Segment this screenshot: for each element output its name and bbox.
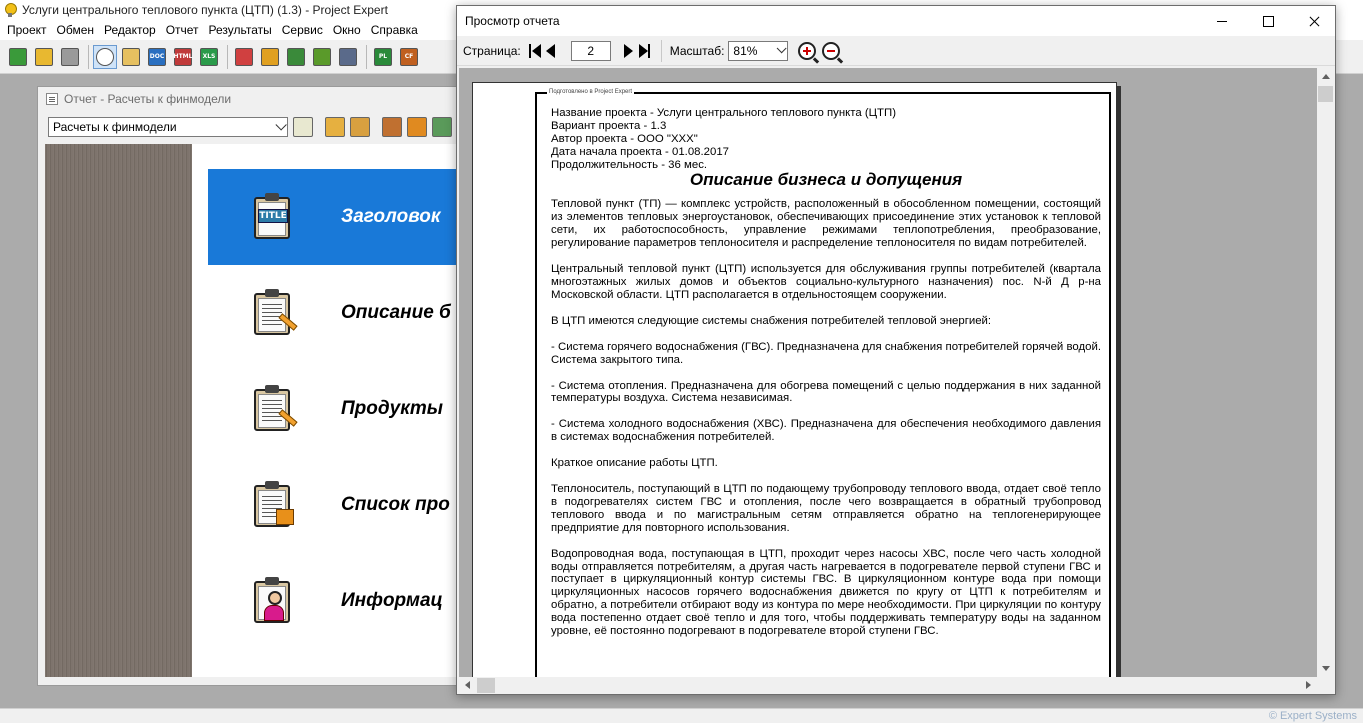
- report-item-title[interactable]: [208, 169, 460, 265]
- zoom-select[interactable]: [728, 41, 788, 61]
- cf-report-button[interactable]: [397, 45, 421, 69]
- report-item-label: Заголовок: [341, 206, 441, 227]
- toolbar-separator: [227, 45, 228, 69]
- page-text: [551, 107, 1101, 651]
- minimize-button[interactable]: [1199, 6, 1245, 36]
- report-sidebar: [45, 144, 192, 677]
- prev-page-button[interactable]: [544, 42, 558, 60]
- page-input[interactable]: 2: [571, 41, 611, 61]
- preview-title: Просмотр отчета: [465, 14, 560, 28]
- project-integration-icon: [339, 48, 357, 66]
- menu-editor[interactable]: Редактор: [104, 23, 156, 37]
- section-heading: Описание бизнеса и допущения: [689, 169, 963, 189]
- menu-report[interactable]: Отчет: [165, 23, 199, 37]
- preview-titlebar: [457, 6, 1335, 36]
- menu-project[interactable]: Проект: [7, 23, 47, 37]
- report-select[interactable]: [48, 117, 288, 137]
- calculate-button[interactable]: [232, 45, 256, 69]
- page-frame: [535, 89, 1111, 677]
- export-xls-button[interactable]: [197, 45, 221, 69]
- preview-icon: [96, 48, 114, 66]
- report-window-icon: [46, 93, 58, 105]
- pl-report-button[interactable]: [371, 45, 395, 69]
- report-item-info[interactable]: [208, 553, 460, 649]
- zoom-label: Масштаб:: [669, 43, 725, 58]
- report-item-products[interactable]: [208, 361, 460, 457]
- horizontal-scrollbar[interactable]: [459, 677, 1317, 694]
- statusbar: [0, 708, 1363, 723]
- preview-content[interactable]: [459, 68, 1317, 677]
- app-title: Услуги центрального теплового пункта (ЦТП) (1.3) - Project Expert: [22, 3, 388, 17]
- title-tag: TITLE: [259, 211, 287, 221]
- export-doc-button[interactable]: [145, 45, 169, 69]
- preview-button[interactable]: [93, 45, 117, 69]
- paragraph: В ЦТП имеются следующие системы снабжения потребителей тепловой энергией:: [551, 314, 992, 327]
- menu-window[interactable]: Окно: [332, 23, 361, 37]
- menu-exchange[interactable]: Обмен: [56, 23, 95, 37]
- frame-label: Подготовлено в Project Expert: [549, 89, 633, 95]
- report-window-toolbar: [38, 111, 459, 143]
- toolbar-separator: [366, 45, 367, 69]
- scroll-left-icon[interactable]: [465, 681, 470, 689]
- dollar-icon: [287, 48, 305, 66]
- export-doc-icon: DOC: [148, 48, 166, 66]
- paragraph: Центральный тепловой пункт (ЦТП) используется для обслуживания группы потребителей (квартала многоэтажных жилых домов и объектов социально-культурного назначения) пос. N-й Д р-на Московской области. ЦТП располагается в отдельностоящем сооружении.: [551, 263, 1101, 301]
- report-select-value: Расчеты к финмодели: [53, 120, 177, 134]
- project-variant-line: Вариант проекта - 1.3: [551, 119, 667, 132]
- cf-report-icon: CF: [400, 48, 418, 66]
- close-button[interactable]: [1291, 6, 1337, 36]
- description-clipboard-icon: [252, 289, 294, 337]
- report-list-button[interactable]: [293, 117, 313, 137]
- page-label: Страница:: [463, 43, 521, 58]
- menu-results[interactable]: Результаты: [208, 23, 272, 37]
- report-item-description[interactable]: [208, 265, 460, 361]
- title-clipboard-icon: [252, 193, 294, 241]
- lightbulb-icon: [4, 3, 16, 17]
- report-move-button[interactable]: [382, 117, 402, 137]
- report-edit-button[interactable]: [350, 117, 370, 137]
- first-page-button[interactable]: [528, 42, 542, 60]
- report-window: [37, 86, 460, 686]
- project-integration-button[interactable]: [336, 45, 360, 69]
- report-item-label: Список про: [341, 494, 450, 515]
- open-project-icon: [35, 48, 53, 66]
- paragraph: Краткое описание работы ЦТП.: [551, 457, 718, 470]
- zoom-in-button[interactable]: [798, 42, 816, 60]
- report-item-label: Описание б: [341, 302, 451, 323]
- vertical-scroll-thumb[interactable]: [1318, 86, 1333, 102]
- chart-icon: [313, 48, 331, 66]
- paragraph: - Система отопления. Предназначена для обогрева помещений с целью поддержания в них заданной температуры воздуха. Система независимая.: [551, 379, 1101, 405]
- zoom-out-button[interactable]: [822, 42, 840, 60]
- maximize-button[interactable]: [1245, 6, 1291, 36]
- chevron-down-icon: [777, 43, 787, 53]
- report-window-titlebar: [38, 87, 459, 111]
- pl-report-icon: PL: [374, 48, 392, 66]
- report-item-label: Продукты: [341, 398, 443, 419]
- report-table-button[interactable]: [432, 117, 452, 137]
- scroll-down-icon[interactable]: [1322, 666, 1330, 671]
- chart-button[interactable]: [310, 45, 334, 69]
- analysis-icon: [261, 48, 279, 66]
- toolbar-separator: [88, 45, 89, 69]
- paragraph: - Система горячего водоснабжения (ГВС). Предназначена для снабжения потребителей горячей водой. Система закрытого типа.: [551, 340, 1101, 366]
- analysis-button[interactable]: [258, 45, 282, 69]
- report-boxes-button[interactable]: [407, 117, 427, 137]
- menu-service[interactable]: Сервис: [281, 23, 323, 37]
- project-start-line: Дата начала проекта - 01.08.2017: [551, 145, 730, 158]
- project-author-line: Автор проекта - ООО "ХХХ": [551, 132, 698, 145]
- dollar-button[interactable]: [284, 45, 308, 69]
- horizontal-scroll-thumb[interactable]: [477, 678, 495, 693]
- copyright-text: © Expert Systems: [1268, 710, 1357, 722]
- toolbar-separator: [661, 40, 662, 62]
- chevron-down-icon: [275, 119, 286, 130]
- report-settings-button[interactable]: [325, 117, 345, 137]
- preview-toolbar: [457, 36, 1335, 66]
- calculate-icon: [235, 48, 253, 66]
- menu-help[interactable]: Справка: [370, 23, 418, 37]
- export-html-button[interactable]: [171, 45, 195, 69]
- paragraph: - Система холодного водоснабжения (ХВС). Предназначена для обеспечения необходимого давления в системах водоснабжения потребителей.: [551, 418, 1101, 444]
- scroll-up-icon[interactable]: [1322, 74, 1330, 79]
- vertical-scrollbar[interactable]: [1317, 68, 1335, 677]
- export-html-icon: HTML: [174, 48, 192, 66]
- paragraph: Теплоноситель, поступающий в ЦТП по подающему трубопроводу теплового ввода, отдает своё тепло в подогревателях систем ГВС и отопления, после чего возвращается в обратный трубопровод теплового ввода и по магистральным сетям отправляется обратно на теплогенерирующее предприятие для повторного использования.: [551, 483, 1101, 534]
- report-window-title: Отчет - Расчеты к финмодели: [64, 92, 232, 106]
- new-project-button[interactable]: [6, 45, 30, 69]
- report-page: [472, 82, 1117, 677]
- save-project-button[interactable]: [58, 45, 82, 69]
- print-icon: [122, 48, 140, 66]
- report-item-label: Информац: [341, 590, 443, 611]
- report-item-list[interactable]: [208, 457, 460, 553]
- report-list: [192, 144, 460, 677]
- paragraph: Тепловой пункт (ТП) — комплекс устройств, расположенный в обособленном помещении, состоящий из элементов тепловых энергоустановок, обеспечивающих присоединение этих установок к тепловой сети, их работоспособность, управление режимами теплопотребления, преобразование, регулирование параметров теплоносителя и распределение теплоносителя по видам потребителей.: [551, 198, 1101, 250]
- zoom-value: 81%: [733, 43, 758, 58]
- open-project-button[interactable]: [32, 45, 56, 69]
- last-page-button[interactable]: [638, 42, 652, 60]
- paragraph: Водопроводная вода, поступающая в ЦТП, проходит через насосы ХВС, после чего часть холодной воды отправляется потребителям, а другая часть нагревается в подогревателе первой ступени ГВС и поступает в циркуляционный контур системы ГВС. В циркуляционном контуре вода при помощи циркуляционных насосов горячего водоснабжения движется по кругу от ЦТП к потребителям и обратно, а потребители отбирают воду из контура по мере необходимости. При циркуляции по контуру вода постепенно отдает своё тепло и для того, чтобы поддерживать температуру воды на заданном уровне, её постоянно подогревают в подогревателе второй ступени ГВС.: [551, 547, 1101, 638]
- next-page-button[interactable]: [622, 42, 636, 60]
- list-clipboard-icon: [252, 481, 294, 529]
- preview-window: [456, 5, 1336, 695]
- export-xls-icon: XLS: [200, 48, 218, 66]
- project-duration-line: Продолжительность - 36 мес.: [551, 158, 708, 171]
- new-project-icon: [9, 48, 27, 66]
- scroll-corner: [1317, 677, 1335, 694]
- scroll-right-icon[interactable]: [1306, 681, 1311, 689]
- save-project-icon: [61, 48, 79, 66]
- project-name-line: Название проекта - Услуги центрального теплового пункта (ЦТП): [551, 107, 896, 119]
- info-clipboard-icon: [252, 577, 294, 625]
- products-clipboard-icon: [252, 385, 294, 433]
- print-button[interactable]: [119, 45, 143, 69]
